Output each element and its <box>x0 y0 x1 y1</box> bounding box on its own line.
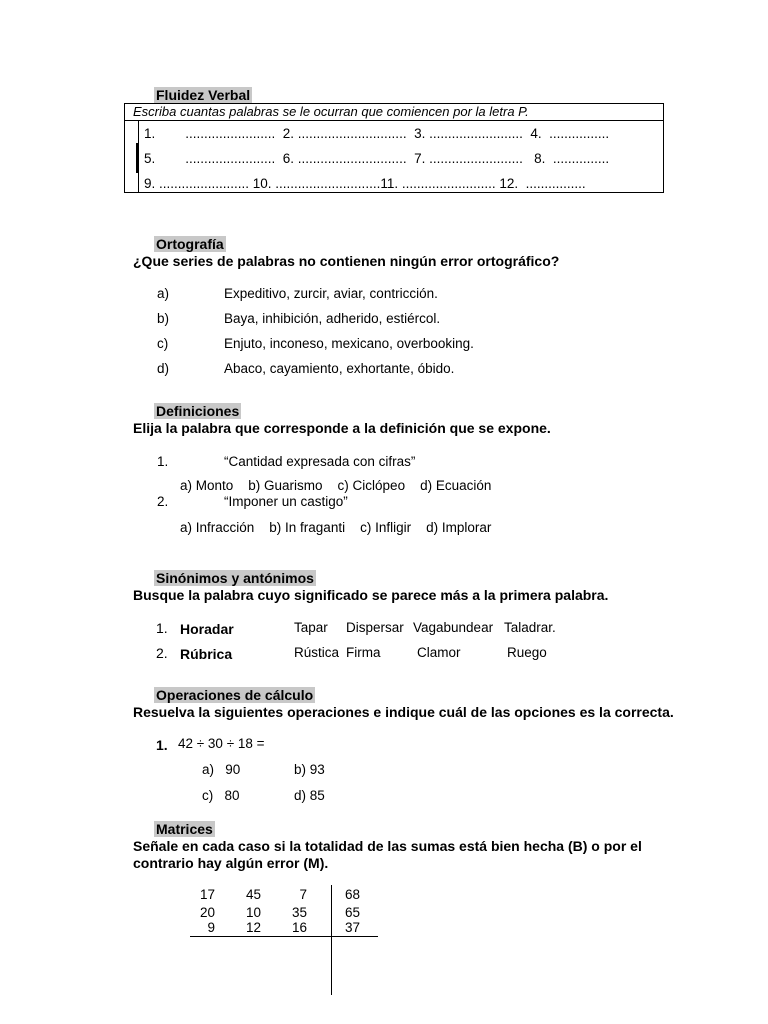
matrix-horizontal-line <box>190 936 378 937</box>
section-title-calculo: Operaciones de cálculo <box>156 687 314 703</box>
ortografia-option-letter: a) <box>157 286 170 301</box>
matrix-cell: 65 <box>344 905 360 920</box>
ortografia-option-letter: d) <box>157 361 170 376</box>
sinonimo-option[interactable]: Clamor <box>417 645 461 660</box>
ortografia-option-text[interactable]: Abaco, cayamiento, exhortante, óbido. <box>224 361 455 376</box>
matrix-cell: 16 <box>291 920 307 935</box>
sinonimo-option[interactable]: Firma <box>346 645 381 660</box>
section-title-matrices: Matrices <box>156 821 213 837</box>
matrices-question-line-1: Señale en cada caso si la totalidad de las sumas está bien hecha (B) o por el <box>133 838 642 854</box>
ortografia-option-text[interactable]: Baya, inhibición, adherido, estiércol. <box>224 311 441 326</box>
sinonimo-word: Rúbrica <box>180 646 233 662</box>
section-title-definiciones: Definiciones <box>156 403 240 419</box>
ortografia-option-text[interactable]: Expeditivo, zurcir, aviar, contricción. <box>224 286 438 301</box>
matrix-cell: 37 <box>344 920 360 935</box>
calculo-number: 1. <box>156 737 168 753</box>
sinonimo-option[interactable]: Tapar <box>294 620 328 635</box>
fluidez-row-2[interactable]: 5. ........................ 6. ............................. 7. ......................... 8. ............... <box>144 151 610 166</box>
ortografia-option-letter: c) <box>157 336 169 351</box>
matrix-cell: 35 <box>291 905 307 920</box>
sinonimo-word: Horadar <box>180 621 234 637</box>
calculo-expression: 42 ÷ 30 ÷ 18 = <box>178 736 265 751</box>
fluidez-margin-mark <box>136 143 138 173</box>
matrix-cell: 20 <box>199 905 215 920</box>
calculo-option[interactable]: b) 93 <box>294 762 325 777</box>
definicion-number: 2. <box>157 494 169 509</box>
matrix-cell: 12 <box>245 920 261 935</box>
fluidez-row-1[interactable]: 1. ........................ 2. ............................. 3. ......................... 4. ................ <box>144 126 610 141</box>
matrices-question-line-2: contrario hay algún error (M). <box>133 855 329 871</box>
sinonimo-option[interactable]: Rústica <box>294 645 340 660</box>
sinonimo-option[interactable]: Vagabundear <box>413 620 494 635</box>
calculo-option[interactable]: d) 85 <box>294 788 325 803</box>
sinonimo-option[interactable]: Dispersar <box>346 620 404 635</box>
ortografia-question: ¿Que series de palabras no contienen ningún error ortográfico? <box>133 253 560 269</box>
sinonimo-option[interactable]: Ruego <box>507 645 547 660</box>
fluidez-instruction: Escriba cuantas palabras se le ocurran que comiencen por la letra P. <box>133 104 529 119</box>
fluidez-row-3[interactable]: 9. ........................ 10. ............................11. ......................... 12. ................ <box>144 176 586 191</box>
definicion-options[interactable]: a) Infracción b) In fraganti c) Infligir d) Implorar <box>180 520 492 535</box>
matrix-cell: 17 <box>199 887 215 902</box>
definicion-text: “Imponer un castigo” <box>224 494 348 509</box>
fluidez-divider <box>124 120 664 121</box>
ortografia-option-text[interactable]: Enjuto, inconeso, mexicano, overbooking. <box>224 336 474 351</box>
definicion-options[interactable]: a) Monto b) Guarismo c) Ciclópeo d) Ecuación <box>180 478 492 493</box>
section-title-sinonimos: Sinónimos y antónimos <box>156 570 314 586</box>
sinonimos-question: Busque la palabra cuyo significado se parece más a la primera palabra. <box>133 587 609 603</box>
section-title-fluidez: Fluidez Verbal <box>156 87 251 103</box>
sinonimo-number: 2. <box>156 645 168 661</box>
matrix-cell: 10 <box>245 905 261 920</box>
calculo-option[interactable]: a) 90 <box>202 762 241 777</box>
matrix-cell: 68 <box>344 887 360 902</box>
calculo-option[interactable]: c) 80 <box>202 788 240 803</box>
fluidez-inner-border <box>138 121 139 193</box>
matrix-cell: 7 <box>299 887 307 902</box>
matrix-cell: 45 <box>245 887 261 902</box>
ortografia-option-letter: b) <box>157 311 170 326</box>
sinonimo-option[interactable]: Taladrar. <box>504 620 556 635</box>
calculo-question: Resuelva la siguientes operaciones e indique cuál de las opciones es la correcta. <box>133 704 674 720</box>
definicion-number: 1. <box>157 454 169 469</box>
sinonimo-number: 1. <box>156 620 168 636</box>
definiciones-question: Elija la palabra que corresponde a la definición que se expone. <box>133 420 551 436</box>
section-title-ortografia: Ortografía <box>156 236 224 252</box>
definicion-text: “Cantidad expresada con cifras” <box>224 454 416 469</box>
matrix-cell: 9 <box>207 920 215 935</box>
